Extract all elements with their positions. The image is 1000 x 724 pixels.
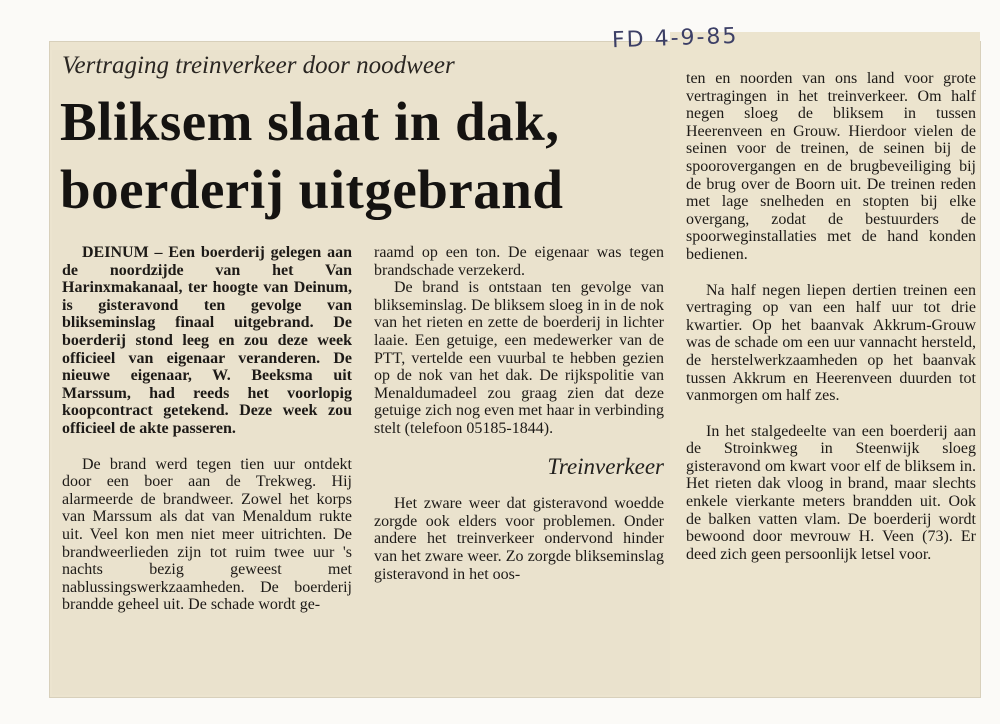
article-column-1 xyxy=(62,244,352,614)
body-paragraph: Het zware weer dat gisteravond woedde zorgde ook elders voor problemen. Onder andere het treinverkeer ondervond hinder van het zware weer. Zo zorgde blikseminslag gisteravond in het oos- xyxy=(374,495,664,583)
body-paragraph: raamd op een ton. De eigenaar was tegen brandschade verzekerd. xyxy=(374,244,664,279)
body-paragraph: ten en noorden van ons land voor grote vertragingen in het treinverkeer. Om half negen sloeg de bliksem in tussen Heerenveen en Grouw. Hierdoor vielen de seinen voor de treinen, de seinen bij de spoorovergangen en de brugbeveiliging bij de brug over de Boorn uit. De treinen reden met lage snelheden en stopten bij elke overgang, zodat de bestuurders de spoorweginstallaties met de hand konden bedienen. xyxy=(686,70,976,263)
body-paragraph: De brand is ontstaan ten gevolge van blikseminslag. De bliksem sloeg in in de nok van het rieten en zette de boerderij in lichter laaie. Een getuige, een medewerker van de PTT, vertelde een vuurbal te hebben gezien op de nok van het dak. De rijkspolitie van Menaldumadeel zou graag zien dat deze getuige zich nog even met haar in verbinding stelt (telefoon 05185-1844). xyxy=(374,279,664,437)
lead-paragraph: DEINUM – Een boerderij gelegen aan de noordzijde van het Van Harinxmakanaal, ter hoogte van Deinum, is gisteravond ten gevolge van blikseminslag finaal uitgebrand. De boerderij stond leeg en zou deze week officieel van eigenaar veranderen. De nieuwe eigenaar, W. Beeksma uit Marssum, had reeds het voorlopig koopcontract getekend. Deze week zou officieel de akte passeren. xyxy=(62,244,352,437)
article-kicker: Vertraging treinverkeer door noodweer xyxy=(62,52,455,79)
article-column-3 xyxy=(686,70,976,563)
article-headline: Bliksem slaat in dak, boerderij uitgebrand xyxy=(60,91,564,220)
body-paragraph: De brand werd tegen tien uur ontdekt door een boer aan de Trekweg. Hij alarmeerde de brandweer. Zowel het korps van Marssum als dat van Menaldum rukte uit. Veel kon men niet meer uitrichten. De brandweerlieden zijn tot ruim twee uur 's nachts bezig geweest met nablussingswerkzaamheden. De boerderij brandde geheel uit. De schade wordt ge- xyxy=(62,455,352,614)
body-paragraph: In het stalgedeelte van een boerderij aan de Stroinkweg in Steenwijk sloeg gisteravond om kwart voor elf de bliksem in. Het rieten dak vloog in brand, maar slechts enkele vierkante meters brandden uit. Ook de balken vatten vlam. De boerderij wordt bewoond door mevrouw H. Veen (73). Er deed zich geen persoonlijk letsel voor. xyxy=(686,422,976,563)
article-column-2 xyxy=(374,244,664,583)
body-paragraph: Na half negen liepen dertien treinen een vertraging op van een half uur tot drie kwartier. Op het baanvak Akkrum-Grouw was de schade om een uur vannacht hersteld, de herstelwerkzaamheden op het baanvak tussen Akkrum en Heerenveen duurden tot vanmorgen om half zes. xyxy=(686,281,976,405)
handwritten-date-note: FD 4-9-85 xyxy=(611,23,739,54)
section-subheading: Treinverkeer xyxy=(547,453,664,479)
